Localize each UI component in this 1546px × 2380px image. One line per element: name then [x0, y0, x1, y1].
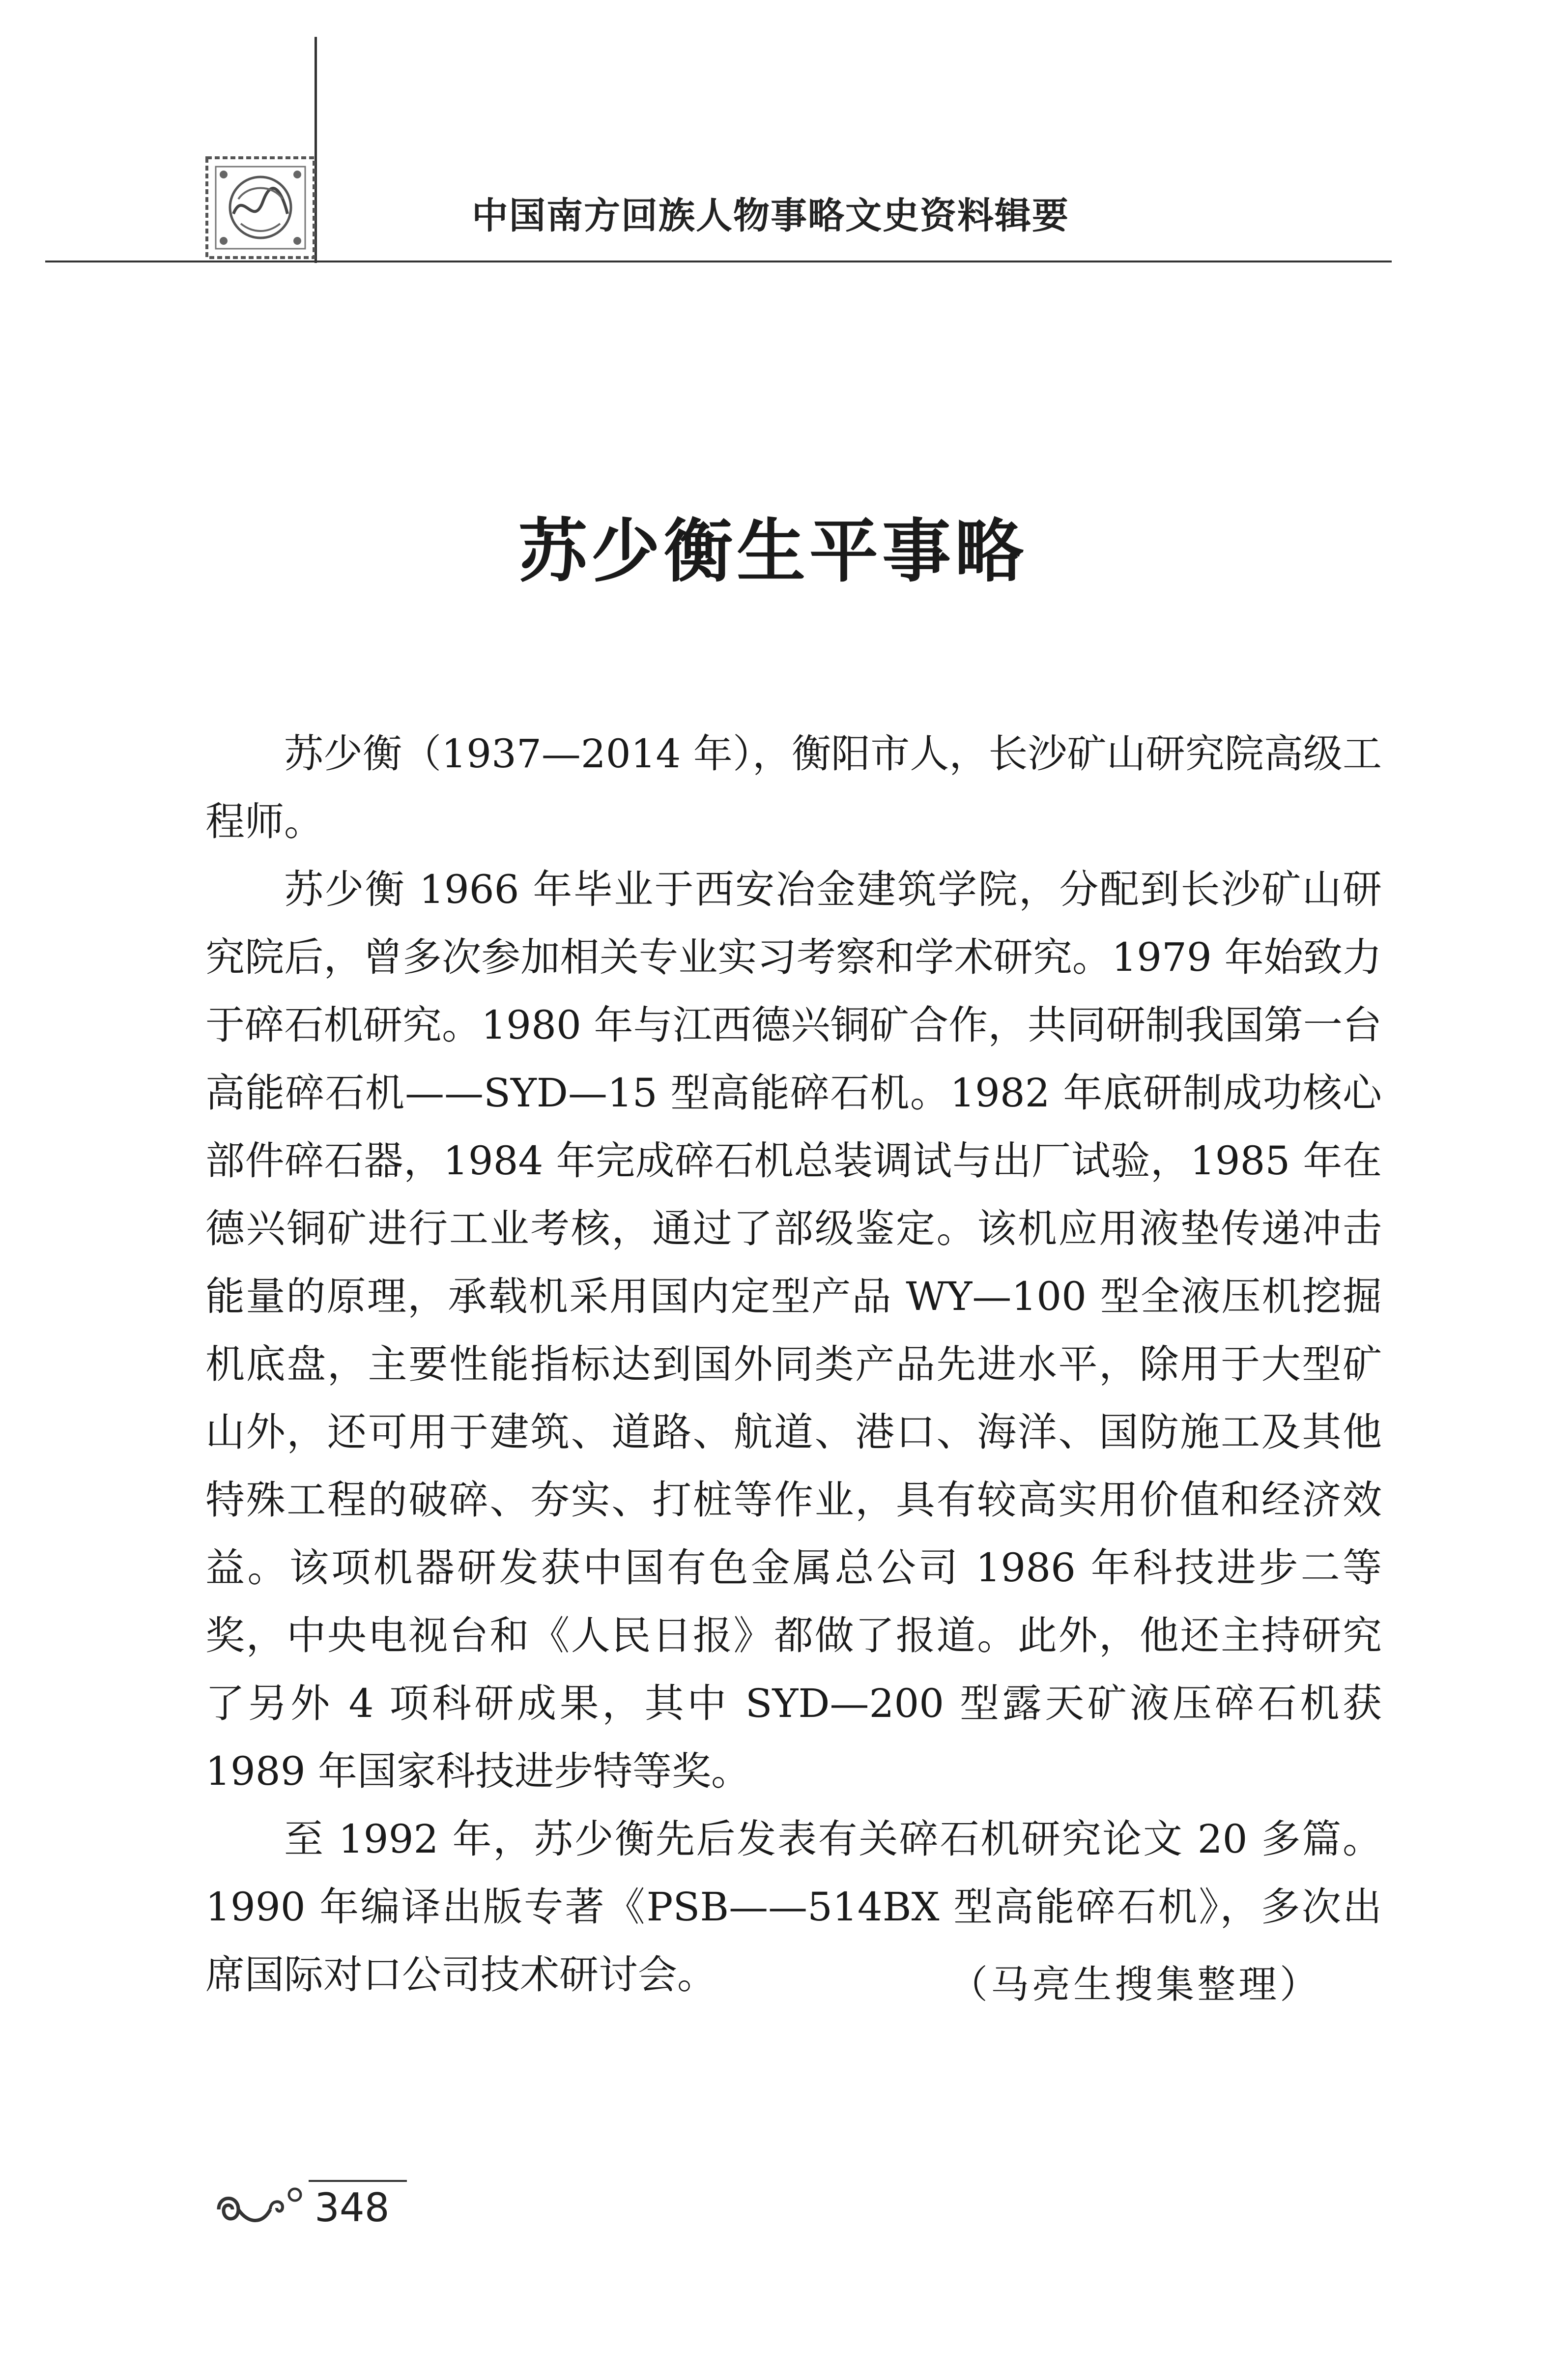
- page-number: 348: [315, 2185, 390, 2231]
- page-number-rule: [309, 2180, 407, 2182]
- paragraph-3: 至 1992 年，苏少衡先后发表有关碎石机研究论文 20 多篇。1990 年编译出版专著《PSB——514BX 型高能碎石机》，多次出席国际对口公司技术研讨会。: [205, 1816, 1382, 1998]
- article-body: [205, 720, 1382, 2009]
- paragraph-2: 苏少衡 1966 年毕业于西安冶金建筑学院，分配到长沙矿山研究院后，曾多次参加相关专业实习考察和学术研究。1979 年始致力于碎石机研究。1980 年与江西德兴铜矿合作，共同研制我国第一台高能碎石机——SYD—15 型高能碎石机。1982 年底研制成功核心部件碎石器，1984 年完成碎石机总装调试与出厂试验，1985 年在德兴铜矿进行工业考核，通过了部级鉴定。该机应用液垫传递冲击能量的原理，承载机采用国内定型产品 WY—100 型全液压机挖掘机底盘，主要性能指标达到国外同类产品先进水平，除用于大型矿山外，还可用于建筑、道路、航道、港口、海洋、国防施工及其他特殊工程的破碎、夯实、打桩等作业，具有较高实用价值和经济效益。该项机器研发获中国有色金属总公司 1986 年科技进步二等奖，中央电视台和《人民日报》都做了报道。此外，他还主持研究了另外 4 项科研成果，其中 SYD—200 型露天矿液压碎石机获 1989 年国家科技进步特等奖。: [205, 867, 1382, 1794]
- calligraphy-seal-ornament-icon: [204, 155, 317, 261]
- compiler-credit: （马亮生搜集整理）: [949, 1963, 1321, 2007]
- paragraph-1: 苏少衡（1937—2014 年），衡阳市人，长沙矿山研究院高级工程师。: [205, 731, 1382, 844]
- article-title: 苏少衡生平事略: [518, 511, 1028, 592]
- header-rule: [45, 261, 1392, 262]
- scroll-ornament-icon: [209, 2180, 307, 2239]
- running-header-title: 中国南方回族人物事略文史资料辑要: [472, 195, 1069, 237]
